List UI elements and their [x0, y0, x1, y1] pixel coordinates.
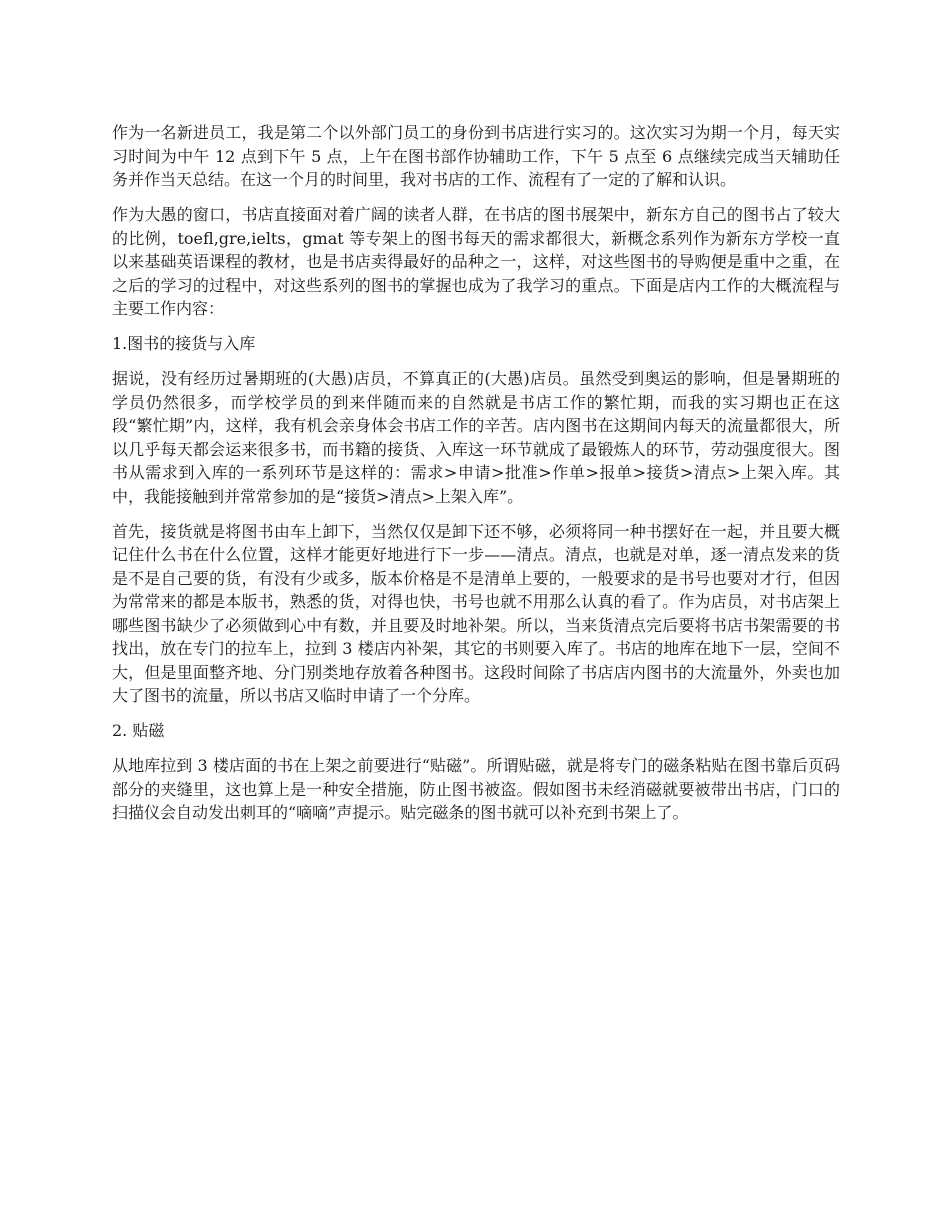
paragraph-bookstore-window: 作为大愚的窗口，书店直接面对着广阔的读者人群，在书店的图书展架中，新东方自己的图书占了较大的比例，toefl,gre,ielts，gmat 等专架上的图书每天的需求都很大，新概念系列作为新东方学校一直以来基础英语课程的教材，也是书店卖得最好的品种之一，这样，对这些图书的导购便是重中之重，在之后的学习的过程中，对这些系列的图书的掌握也成为了我学习的重点。下面是店内工作的大概流程与主要工作内容：	[112, 205, 840, 318]
section-heading-receiving: 1.图书的接货与入库	[112, 334, 256, 353]
paragraph-intro: 作为一名新进员工，我是第二个以外部门员工的身份到书店进行实习的。这次实习为期一个月，每天实习时间为中午 12 点到下午 5 点，上午在图书部作协辅助工作，下午 5 点至 6 点继续完成当天辅助任务并作当天总结。在这一个月的时间里，我对书店的工作、流程有了一定的了解和认识。	[112, 123, 840, 189]
paragraph-magnetizing: 从地库拉到 3 楼店面的书在上架之前要进行“贴磁”。所谓贴磁，就是将专门的磁条粘贴在图书靠后页码部分的夹缝里，这也算上是一种安全措施，防止图书被盗。假如图书未经消磁就要被带出书店，门口的扫描仪会自动发出刺耳的“嘀嘀”声提示。贴完磁条的图书就可以补充到书架上了。	[112, 756, 840, 822]
paragraph-receiving-process: 首先，接货就是将图书由车上卸下，当然仅仅是卸下还不够，必须将同一种书摆好在一起，并且要大概记住什么书在什么位置，这样才能更好地进行下一步——清点。清点，也就是对单，逐一清点发来的货是不是自己要的货，有没有少或多，版本价格是不是清单上要的，一般要求的是书号也要对才行，但因为常常来的都是本版书，熟悉的货，对得也快，书号也就不用那么认真的看了。作为店员，对书店架上哪些图书缺少了必须做到心中有数，并且要及时地补架。所以，当来货清点完后要将书店书架需要的书找出，放在专门的拉车上，拉到 3 楼店内补架，其它的书则要入库了。书店的地库在地下一层，空间不大，但是里面整齐地、分门别类地存放着各种图书。这段时间除了书店店内图书的大流量外，外卖也加大了图书的流量，所以书店又临时申请了一个分库。	[112, 521, 840, 705]
section-heading-magnetizing: 2. 贴磁	[112, 721, 165, 740]
paragraph-busy-period: 据说，没有经历过暑期班的(大愚)店员，不算真正的(大愚)店员。虽然受到奥运的影响，但是暑期班的学员仍然很多，而学校学员的到来伴随而来的自然就是书店工作的繁忙期，而我的实习期也正在这段“繁忙期”内，这样，我有机会亲身体会书店工作的辛苦。店内图书在这期间内每天的流量都很大，所以几乎每天都会运来很多书，而书籍的接货、入库这一环节就成了最锻炼人的环节，劳动强度很大。图书从需求到入库的一系列环节是这样的：需求>申请>批准>作单>报单>接货>清点>上架入库。其中，我能接触到并常常参加的是“接货>清点>上架入库”。	[112, 369, 840, 506]
document-body	[112, 121, 840, 836]
